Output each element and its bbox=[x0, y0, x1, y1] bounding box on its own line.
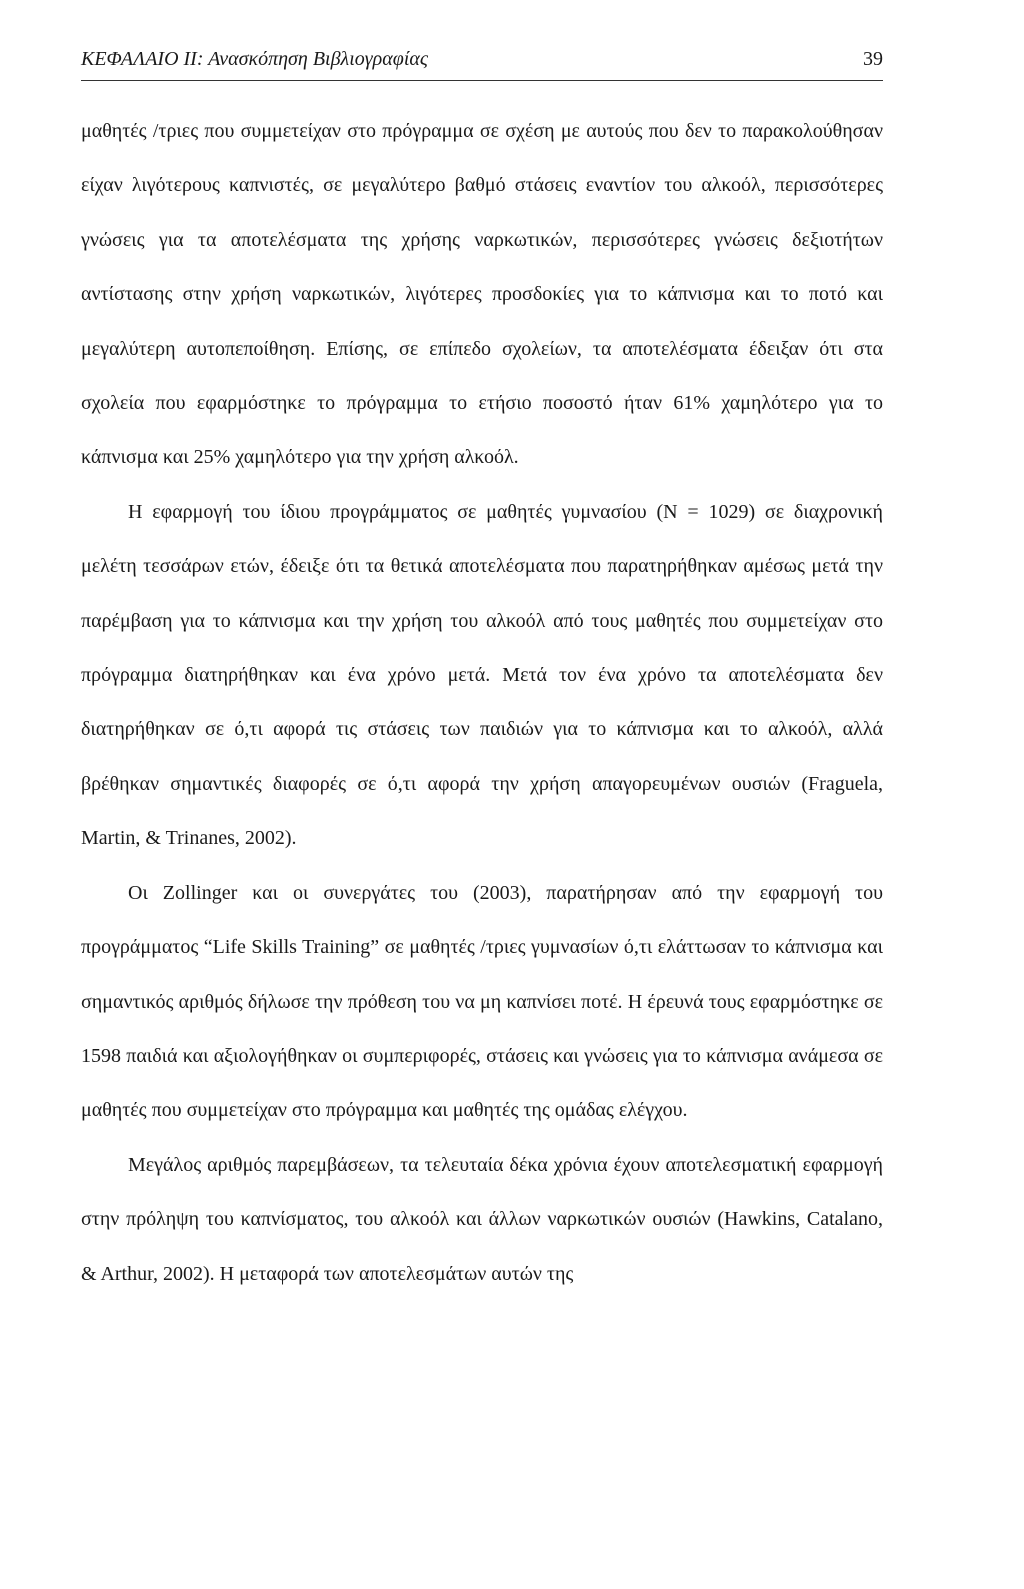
body-text bbox=[81, 104, 883, 1301]
paragraph: Οι Zollinger και οι συνεργάτες του (2003), παρατήρησαν από την εφαρμογή του προγράμματος “Life Skills Training” σε μαθητές /τριες γυμνασίων ό,τι ελάττωσαν το κάπνισμα και σημαντικός αριθμός δήλωσε την πρόθεση του να μη καπνίσει ποτέ. Η έρευνά τους εφαρμόστηκε σε 1598 παιδιά και αξιολογήθηκαν οι συμπεριφορές, στάσεις και γνώσεις για το κάπνισμα ανάμεσα σε μαθητές που συμμετείχαν στο πρόγραμμα και μαθητές της ομάδας ελέγχου. bbox=[81, 881, 883, 1122]
paragraph: Η εφαρμογή του ίδιου προγράμματος σε μαθητές γυμνασίου (Ν = 1029) σε διαχρονική μελέτη τεσσάρων ετών, έδειξε ότι τα θετικά αποτελέσματα που παρατηρήθηκαν αμέσως μετά την παρέμβαση για το κάπνισμα και την χρήση του αλκοόλ από τους μαθητές που συμμετείχαν στο πρόγραμμα διατηρήθηκαν και ένα χρόνο μετά. Μετά τον ένα χρόνο τα αποτελέσματα δεν διατηρήθηκαν σε ό,τι αφορά τις στάσεις των παιδιών για το κάπνισμα και το αλκοόλ, αλλά βρέθηκαν σημαντικές διαφορές σε ό,τι αφορά την χρήση απαγορευμένων ουσιών (Fraguela, Martin, & Trinanes, 2002). bbox=[81, 500, 883, 850]
paragraph: μαθητές /τριες που συμμετείχαν στο πρόγραμμα σε σχέση με αυτούς που δεν το παρακολούθησαν είχαν λιγότερους καπνιστές, σε μεγαλύτερο βαθμό στάσεις εναντίον του αλκοόλ, περισσότερες γνώσεις για τα αποτελέσματα της χρήσης ναρκωτικών, περισσότερες γνώσεις δεξιοτήτων αντίστασης στην χρήση ναρκωτικών, λιγότερες προσδοκίες για το κάπνισμα και το ποτό και μεγαλύτερη αυτοπεποίθηση. Επίσης, σε επίπεδο σχολείων, τα αποτελέσματα έδειξαν ότι στα σχολεία που εφαρμόστηκε το πρόγραμμα το ετήσιο ποσοστό ήταν 61% χαμηλότερο για το κάπνισμα και 25% χαμηλότερο για την χρήση αλκοόλ. bbox=[81, 120, 883, 469]
page-header bbox=[81, 44, 883, 81]
chapter-title: ΚΕΦΑΛΑΙΟ ΙΙ: Ανασκόπηση Βιβλιογραφίας bbox=[81, 48, 428, 70]
page-number: 39 bbox=[863, 48, 883, 70]
paragraph: Μεγάλος αριθμός παρεμβάσεων, τα τελευταία δέκα χρόνια έχουν αποτελεσματική εφαρμογή στην πρόληψη του καπνίσματος, του αλκοόλ και άλλων ναρκωτικών ουσιών (Hawkins, Catalano, & Arthur, 2002). Η μεταφορά των αποτελεσμάτων αυτών της bbox=[81, 1153, 883, 1285]
